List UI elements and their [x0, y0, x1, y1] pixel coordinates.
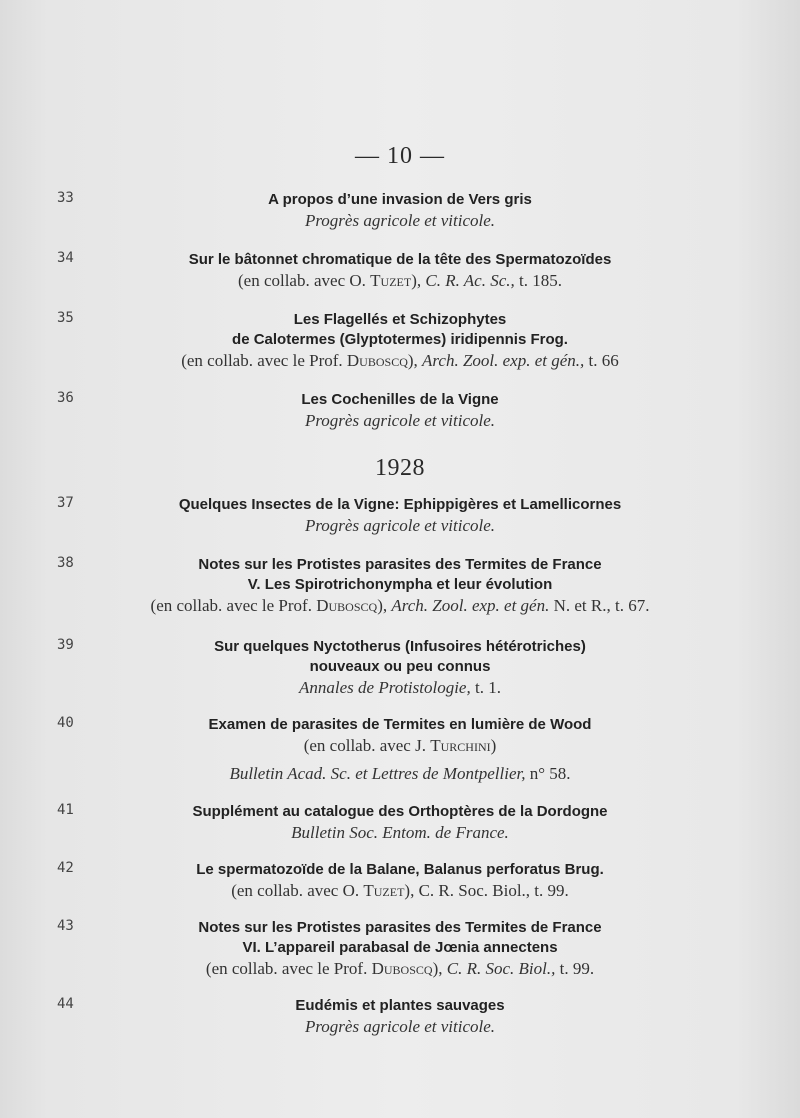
entry-journal: Progrès agricole et viticole. — [304, 411, 496, 430]
bibliography-entry — [0, 495, 800, 537]
entry-title-line: V. Les Spirotrichonympha et leur évolution — [247, 576, 553, 593]
entry-number: 38 — [57, 555, 74, 571]
year-heading: 1928 — [375, 455, 425, 481]
coauthor-name: Turchini — [430, 736, 491, 755]
reference-prefix: (en collab. avec le Prof. — [205, 959, 372, 978]
entry-title: Sur le bâtonnet chromatique de la tête des Spermatozoïdes — [188, 251, 612, 268]
entry-reference — [0, 763, 800, 785]
reference-volume: N. et R., t. 67. — [549, 596, 650, 615]
entry-number: 34 — [57, 250, 74, 266]
entry-reference — [0, 595, 800, 617]
reference-separator: ), — [432, 959, 447, 978]
entry-journal: Bulletin Soc. Entom. de France. — [291, 823, 509, 842]
bibliography-entry — [0, 310, 800, 372]
entry-number: 37 — [57, 495, 74, 511]
entry-title: Le spermatozoïde de la Balane, Balanus perforatus Brug. — [196, 861, 604, 878]
entry-number: 36 — [57, 390, 74, 406]
reference-separator: ), C. R. Soc. Biol., t. 99. — [404, 881, 569, 900]
reference-volume: t. 66 — [584, 351, 619, 370]
entry-reference — [0, 677, 800, 699]
entry-number: 35 — [57, 310, 74, 326]
entry-title: A propos d’une invasion de Vers gris — [268, 191, 532, 208]
entry-title: Sur quelques Nyctotherus (Infusoires hétérotriches) — [214, 638, 586, 655]
entry-journal: Progrès agricole et viticole. — [304, 1017, 496, 1036]
entry-reference — [0, 958, 800, 980]
entry-number: 42 — [57, 860, 74, 876]
entry-reference — [0, 350, 800, 372]
entry-journal: Progrès agricole et viticole. — [304, 211, 496, 230]
bibliography-entry — [0, 555, 800, 617]
entry-number: 41 — [57, 802, 74, 818]
entry-title: Les Flagellés et Schizophytes — [293, 311, 507, 328]
entry-title-line: nouveaux ou peu connus — [309, 658, 491, 675]
reference-prefix: (en collab. avec O. — [237, 271, 371, 290]
entry-journal: C. R. Ac. Sc., — [425, 271, 515, 290]
bibliography-entry — [0, 860, 800, 902]
coauthor-name: Duboscq — [371, 959, 433, 978]
entry-journal: Bulletin Acad. Sc. et Lettres de Montpellier, — [229, 764, 526, 783]
reference-separator: ) — [490, 736, 497, 755]
entry-reference — [0, 270, 800, 292]
bibliography-entry — [0, 715, 800, 785]
reference-prefix: (en collab. avec O. — [231, 881, 364, 900]
entry-number: 44 — [57, 996, 74, 1012]
entry-journal: Arch. Zool. exp. et gén., — [422, 351, 585, 370]
entry-title: Les Cochenilles de la Vigne — [301, 391, 499, 408]
bibliography-entry — [0, 190, 800, 232]
reference-volume: n° 58. — [525, 764, 571, 783]
entry-title-line: de Calotermes (Glyptotermes) iridipennis Frog. — [232, 331, 568, 348]
entry-number: 43 — [57, 918, 74, 934]
reference-prefix: (en collab. avec J. — [303, 736, 431, 755]
entry-title: Notes sur les Protistes parasites des Termites de France — [198, 919, 602, 936]
bibliography-entry — [0, 390, 800, 432]
coauthor-name: Duboscq — [346, 351, 408, 370]
coauthor-name: Tuzet — [370, 271, 412, 290]
entry-reference — [0, 735, 800, 757]
entry-title-line: VI. L’appareil parabasal de Jœnia annectens — [242, 939, 558, 956]
reference-prefix: (en collab. avec le Prof. — [150, 596, 317, 615]
reference-volume: t. 99. — [555, 959, 595, 978]
entry-title: Notes sur les Protistes parasites des Termites de France — [198, 556, 602, 573]
bibliography-entry — [0, 250, 800, 292]
entry-number: 39 — [57, 637, 74, 653]
bibliography-entry — [0, 802, 800, 844]
entry-title: Supplément au catalogue des Orthoptères de la Dordogne — [192, 803, 608, 820]
bibliography-entry — [0, 918, 800, 980]
entry-title: Eudémis et plantes sauvages — [295, 997, 505, 1014]
entry-journal: C. R. Soc. Biol., — [446, 959, 556, 978]
entry-number: 33 — [57, 190, 74, 206]
entry-journal: Arch. Zool. exp. et gén. — [391, 596, 550, 615]
page-number: — 10 — — [355, 143, 445, 169]
entry-journal: Progrès agricole et viticole. — [304, 516, 496, 535]
reference-prefix: (en collab. avec le Prof. — [181, 351, 347, 370]
entry-journal: Annales de Protistologie, — [299, 678, 471, 697]
entry-number: 40 — [57, 715, 74, 731]
reference-separator: ), — [377, 596, 392, 615]
reference-volume: t. 185. — [514, 271, 563, 290]
coauthor-name: Tuzet — [363, 881, 405, 900]
reference-separator: ), — [407, 351, 423, 370]
entry-reference — [0, 880, 800, 902]
coauthor-name: Duboscq — [316, 596, 378, 615]
entry-title: Quelques Insectes de la Vigne: Ephippigères et Lamellicornes — [178, 496, 622, 513]
entry-title: Examen de parasites de Termites en lumière de Wood — [208, 716, 592, 733]
bibliography-entry — [0, 637, 800, 699]
bibliography-entry — [0, 996, 800, 1038]
reference-volume: t. 1. — [470, 678, 501, 697]
reference-separator: ), — [411, 271, 426, 290]
